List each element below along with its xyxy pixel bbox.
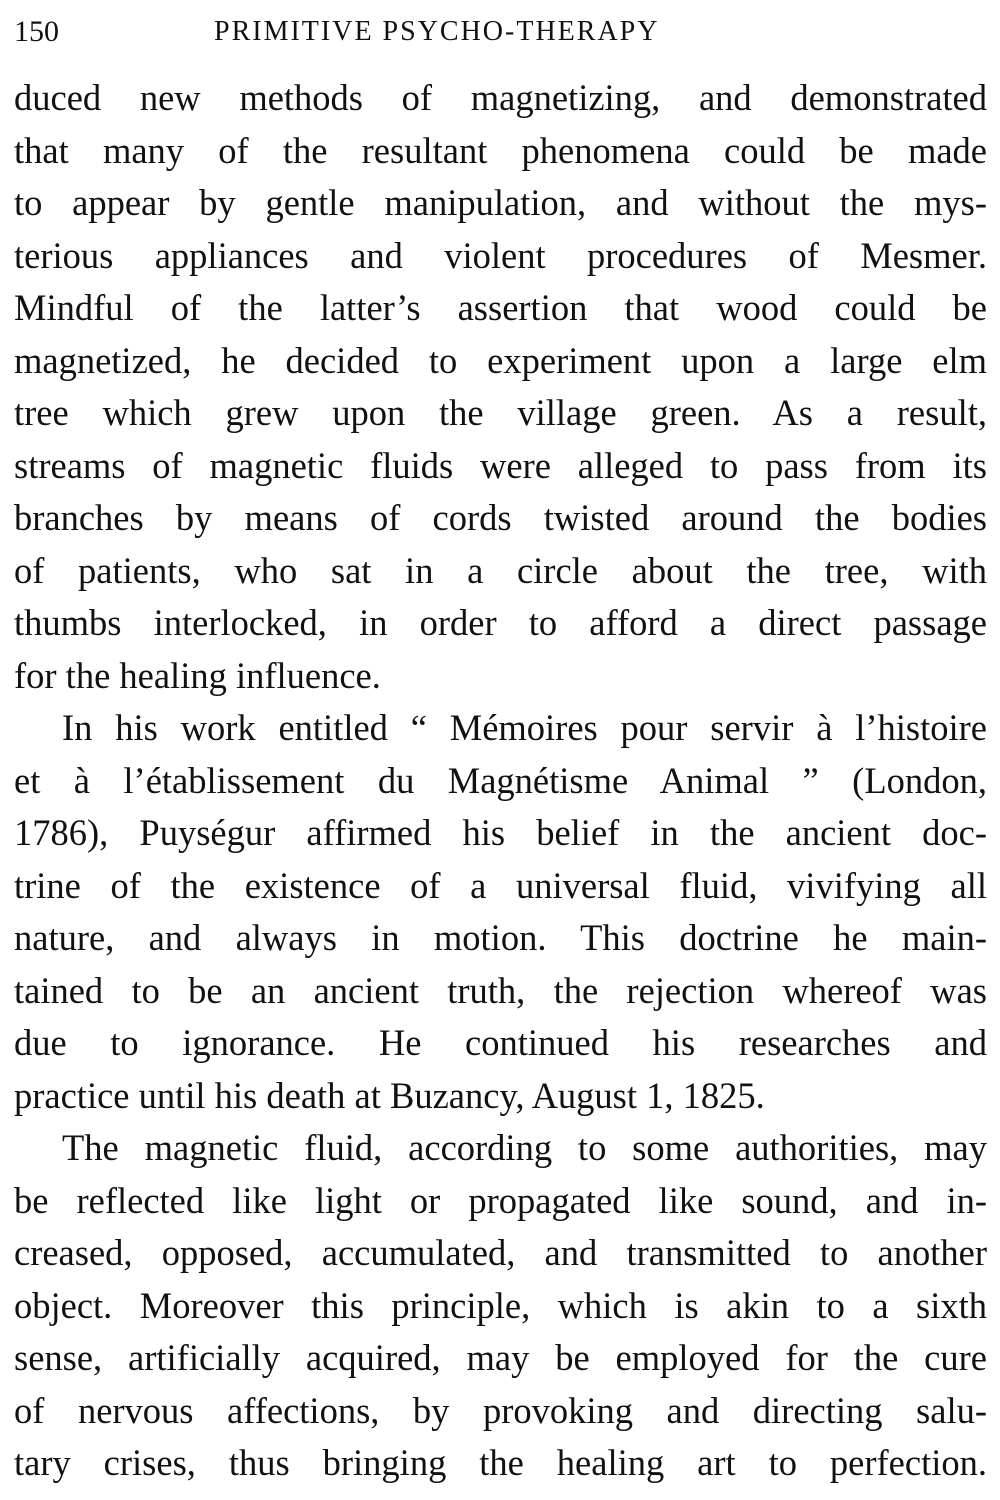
text-line: magnetized, he decided to experiment upon a large elm [14,339,987,381]
text-line: of nervous affections, by provoking and directing salu- [14,1389,987,1431]
text-line: duced new methods of magnetizing, and demonstrated [14,77,987,118]
page-number: 150 [14,15,59,48]
text-line: 1786), Puységur affirmed his belief in the ancient doc- [14,812,987,853]
text-line: be reflected like light or propagated like sound, and in- [14,1179,987,1221]
text-line: tree which grew upon the village green. As a result, [14,392,987,433]
text-line: streams of magnetic fluids were alleged to pass from its [14,444,987,486]
text-line: due to ignorance. He continued his researches and [14,1022,987,1063]
text-line: sense, artificially acquired, may be employed for the cure [14,1337,987,1378]
text-line: Mindful of the latter’s assertion that wood could be [14,287,987,328]
text-line: terious appliances and violent procedures of Mesmer. [14,234,987,276]
paragraph [14,72,987,702]
text-line: et à l’établissement du Magnétisme Animal ” (London, [14,759,987,801]
text-line: creased, opposed, accumulated, and transmitted to another [14,1232,987,1273]
text-line: practice until his death at Buzancy, August 1, 1825. [14,1074,765,1116]
text-line: tary crises, thus bringing the healing art to perfection. [14,1442,987,1483]
running-title: PRIMITIVE PSYCHO-THERAPY [214,16,660,47]
text-line: for the healing influence. [14,654,381,696]
text-line: In his work entitled “ Mémoires pour servir à l’histoire [62,707,987,748]
text-line: to appear by gentle manipulation, and without the mys- [14,182,987,223]
text-line: nature, and always in motion. This doctrine he main- [14,917,987,958]
text-line: The magnetic fluid, according to some authorities, may [62,1127,987,1168]
text-line: of patients, who sat in a circle about the tree, with [14,549,987,591]
text-line: thumbs interlocked, in order to afford a direct passage [14,602,987,643]
text-line: tained to be an ancient truth, the rejection whereof was [14,969,987,1011]
text-line: branches by means of cords twisted around the bodies [14,497,987,538]
body-text [14,72,987,1490]
text-line: object. Moreover this principle, which is akin to a sixth [14,1284,987,1326]
paragraph [14,702,987,1122]
running-head [14,12,984,52]
text-line: that many of the resultant phenomena could be made [14,129,987,171]
paragraph [14,1122,987,1490]
text-line: trine of the existence of a universal fluid, vivifying all [14,864,987,906]
